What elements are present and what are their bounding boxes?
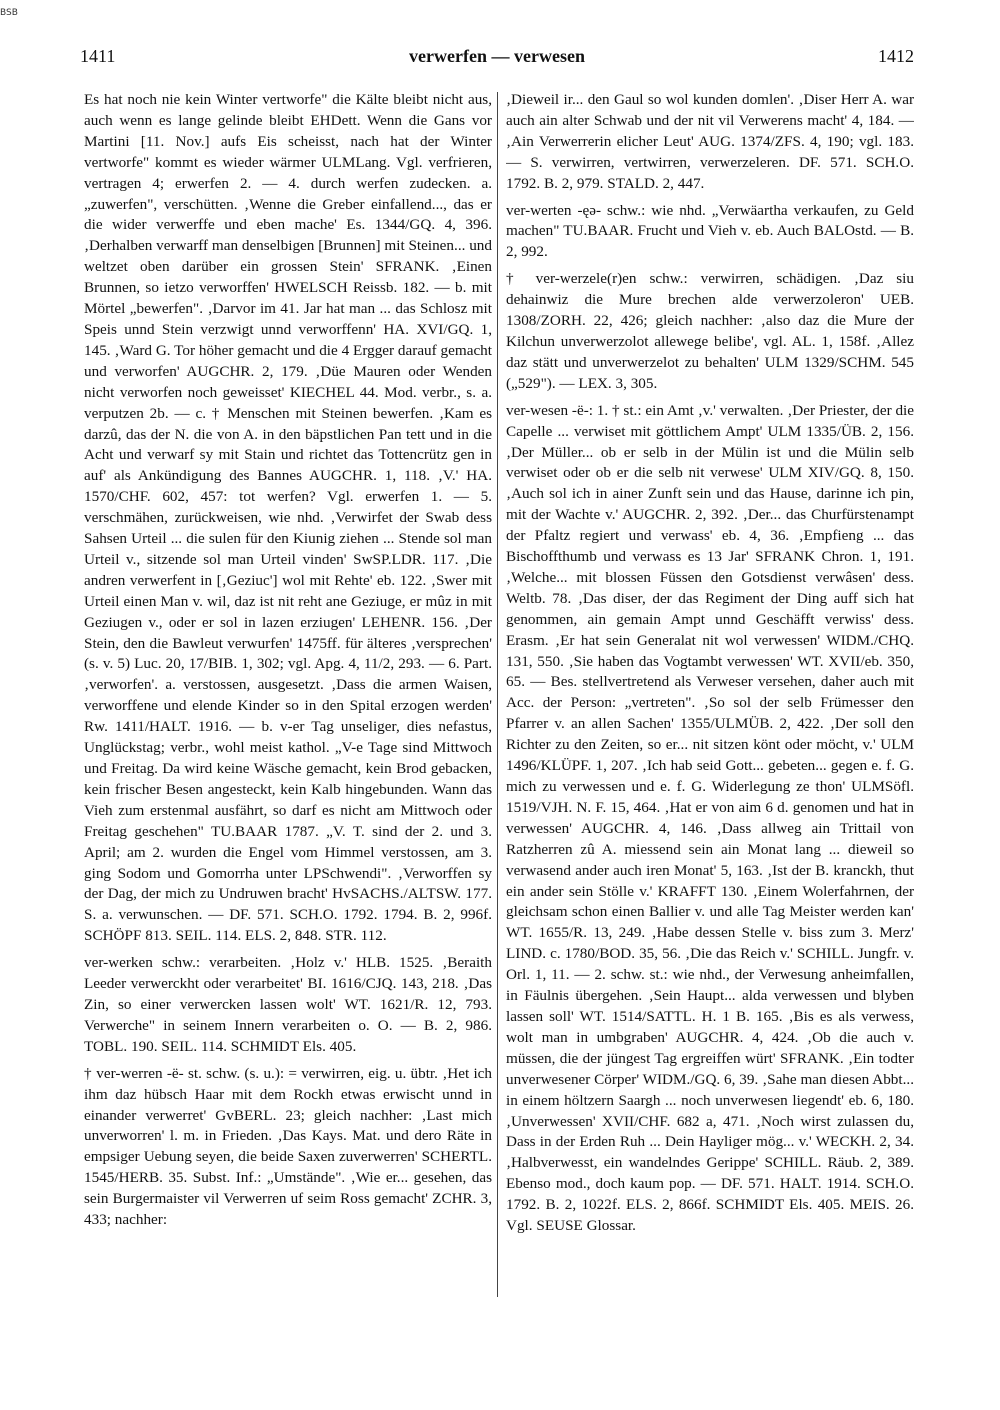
entry-ver-werten: ver-werten -ęə- schw.: wie nhd. „Verwäartha verkaufen, zu Geld machen" TU.BAAR. Frucht und Vieh v. eb. Auch BALOstd. — B. 2, 992. bbox=[506, 201, 914, 261]
page-number-left: 1411 bbox=[80, 46, 116, 66]
page-title: verwerfen — verwesen bbox=[409, 46, 585, 66]
column-divider bbox=[497, 92, 498, 1297]
entry-verwerfen-continued: Es hat noch nie kein Winter vertworfe" die Kälte bleibt nicht aus, auch wenn es lange gelinde bleibt EHDett. Wenn die Gans vor Martini [11. Nov.] aufs Eis scheisst, nach hat der Winter vertworfe" kommt es wieder wärmer ULMLang. Vgl. verfrieren, vertragen 4; erwerfen 2. — 4. durch werfen zudecken. a. „zuwerfen", verschütten. ‚Wenne die Greber einfallend..., das er die wider verwerffe und eben mache' Es. 1344/GQ. 4, 396. ‚Derhalben verwarff man denselbigen [Brunnen] mit Steinen... und weltzet oben darüber ein grossen Stein' SFRANK. ‚Einen Brunnen, so ietzo verworffen' HWELSCH Reissb. 182. — b. mit Mörtel „bewerfen". ‚Darvor im 41. Jar hat man ... das Schlosz mit Speis unnd Stein verzwigt unnd verworffenn' HA. XVI/GQ. 1, 145. ‚Ward G. Tor höher gemacht und die 4 Ergger darauf gemacht und verworfen' AUGCHR. 2, 179. ‚Düe Mauren oder Wenden nicht verworfen noch geweisset' KIECHEL 44. Mod. verbr., s. a. verputzen 2b. — c. † Menschen mit Steinen bewerfen. ‚Kam es darzû, das der N. die von A. in den bäpstlichen Pan tett und in die Acht und verwarf sy mit Stain und richtet das Tottencrütz gen in auf' als Ankündigung des Bannes AUGCHR. 1, 118. ‚V.' HA. 1570/CHF. 602, 457: tot werfen? Vgl. erwerfen 1. — 5. verschmähen, zurückweisen, wie nhd. ‚Verwirfet der Swab dess Sahsen Urteil ... die sulen für den Kiunig ziehen ... Stende sol man Urteil v., sitzende sol man Urteil vinden' SwSP.LDR. 117. ‚Die andren verwerfent in [‚Geziuc'] wol mit Rehte' eb. 122. ‚Swer mit Urteil einen Man v. wil, daz ist nit reht ane Geziuge, er mûz in mit Geziugen v., oder er sol in lazen erziugen' LEHENR. 156. ‚Der Stein, den die Bawleut verwurfen' 1475ff. für älteres ‚versprechen' (s. v. 5) Luc. 20, 17/BIB. 1, 302; vgl. Apg. 4, 11/2, 293. — 6. Part. ‚verworfen'. a. verstossen, ausgesetzt. ‚Dass die armen Waisen, verworffene und elende Kinder so in den Spital erzogen werden' Rw. 1411/HALT. 1916. — b. v-er Tag unseliger, dies nefastus, Unglückstag; verbr., wohl meist kathol. „V-e Tage sind Mittwoch und Freitag. Da wird keine Wäsche gemacht, kein Brod gebacken, kein frischer Besen angesteckt, kein Kalb hingebunden. Wann das Vieh zum erstenmal ausfährt, so darf es nicht am Mittwoch oder Freitag geschehen" TU.BAAR 1787. „V. T. sind der 2. und 3. April; am 2. wurden die Engel vom Himmel verstossen, am 3. ging Sodom und Gomorrha unter LPSchwendi". ‚Verworffen sy der Dag, der mich zu Undruwen bracht' HvSACHS./ALTSW. 177. S. a. verwunschen. — DF. 571. SCH.O. 1792. 1794. B. 2, 996f. SCHÖPF 813. SEIL. 114. ELS. 2, 848. STR. 112. bbox=[84, 91, 492, 945]
library-stamp: BSB bbox=[0, 8, 18, 18]
entry-ver-werren-continued: ‚Dieweil ir... den Gaul so wol kunden domlen'. ‚Diser Herr A. war auch ain alter Schwab und der nit vil Verwerens macht' 4, 184. — ‚Ain Verwerrerin elicher Leut' AUG. 1374/ZFS. 4, 190; vgl. 183. — S. verwirren, vertwirren, verwerzeleren. DF. 571. SCH.O. 1792. B. 2, 979. STALD. 2, 447. bbox=[506, 91, 914, 192]
entry-ver-werren: † ver-werren -ë- st. schw. (s. u.): = verwirren, eig. u. übtr. ‚Het ich ihm daz hübsch Haar mit dem Rockh etwas erwischt unnd in einander verwerret' GvBERL. 23; gleich nachher: ‚Last mich unverworren' l. m. in Frieden. ‚Das Kays. Mat. und dero Räte in empsiger Uebung seyen, die beide Saxen zuverwerren' SCHERTL. 1545/HERB. 35. Subst. Inf.: „Umstände". ‚Wie er... gesehen, das sein Burgermaister vil Verwerren uf seim Ross gemacht' ZCHR. 3, 433; nachher: bbox=[84, 1064, 492, 1229]
right-column bbox=[506, 90, 914, 1315]
left-column bbox=[84, 90, 492, 1315]
running-header bbox=[80, 46, 914, 74]
page-number-right: 1412 bbox=[878, 46, 914, 66]
entry-ver-wesen: ver-wesen -ë-: 1. † st.: ein Amt ‚v.' verwalten. ‚Der Priester, der die Capelle ... verwiset mit göttlichem Ampt' ULM 1335/ÜB. 2, 156. ‚Der Müller... ob er selb in der Mülin ist und die Mülin selb verwiset oder ob er die selb nit verwese' ULM XIV/GQ. 8, 150. ‚Auch sol ich in ainer Zunft sein und das Hause, darinne ich pin, mit der Wachte v.' AUGCHR. 2, 392. ‚Der... das Churfürstenampt der Pfaltz regiert und verwass' eb. 4, 36. ‚Empfieng ... das Bischoffthumb und verwass es 13 Jar' SFRANK Chron. 1, 191. ‚Welche... mit blossen Füssen den Gotsdienst verwâsen' dess. Weltb. 78. ‚Das diser, der das Regiment der Ding auff sich hat genommen, ain gemain Ampt unnd Geschäfft verwiss' dess. Erasm. ‚Er hat sein Generalat nit wol verwessen' WIDM./CHQ. 131, 550. ‚Sie haben das Vogtambt verwessen' WT. XVII/eb. 350, 65. — Bes. stellvertretend als Verweser versehen, daher auch mit Acc. der Person: „vertreten". ‚So sol der selb Frümesser den Pfarrer v. an allen Sachen' 1355/ULMÜB. 2, 422. ‚Der soll den Richter zu den Zeiten, so er... nit sitzen könt oder möcht, v.' ULM 1496/KLÜPF. 1, 207. ‚Ich hab seid Gott... gebeten... gegen e. f. G. mich zu verwessen und e. f. G. Widerlegung ze thon' ULMSöfl. 1519/VJH. N. F. 15, 464. ‚Hat er von aim 6 d. genomen und hat in verwessen' AUGCHR. 4, 146. ‚Dass allweg ain Trittail von Ratzherren zû A. miessend sein ain Monat lang ... dieweil so verwasend ander auch iren Monat' 5, 163. ‚Ist der B. kranckh, thut ein ander sein Stölle v.' KRAFFT 130. ‚Einem Wolerfahrnen, der gleichsam schon einen Ballier v. und alle Tag Meister werden kan' WT. 1655/R. 13, 249. ‚Habe dessen Stelle v. biss zum 3. Merz' LIND. c. 1780/BOD. 35, 56. ‚Die das Reich v.' SCHILL. Jungfr. v. Orl. 1, 11. — 2. schw. st.: wie nhd., der Verwesung anheimfallen, in Fäulnis übergehen. ‚Sein Haupt... alda verwessen und blyben lassen soll' WT. 1514/SATTL. H. 1 B. 165. ‚Bis es als verwess, wolt man in umbgraben' AUGCHR. 4, 424. ‚Ob die auch v. müssen, die der jüngest Tag ergreiffen würt' SFRANK. ‚Ein todter unverwesener Cörper' WIDM./GQ. 6, 39. ‚Sahe man diesen Abbt... in einem höltzern Saargh ... noch unverwesen liegendt' eb. 6, 180. ‚Unverwessen' XVII/CHF. 682 a, 471. ‚Noch wirst zulassen du, Dass in der Erden Ruh ... Dein Hayliger mög... v.' WECKH. 2, 34. ‚Halbverwesst, ein wandelndes Gerippe' SCHILL. Räub. 2, 389. Ebenso mod., doch kaum pop. — DF. 571. HALT. 1914. SCH.O. 1792. B. 2, 1022f. ELS. 2, 866f. SCHMIDT Els. 405. MEIS. 26. Vgl. SEUSE Glossar. bbox=[506, 401, 914, 1235]
entry-ver-werzeleren: † ver-werzele(r)en schw.: verwirren, schädigen. ‚Daz siu dehainwiz die Mure brechen alde verwerzoleron' UEB. 1308/ZORH. 22, 426; gleich nachher: ‚also daz die Mure der Kilchun unverwerzolot allewege belibe', vgl. AL. 1, 158f. ‚Allez daz stätt und unverwerzelot zu behalten' ULM 1329/SCHM. 545 („529"). — LEX. 3, 305. bbox=[506, 270, 914, 392]
entry-ver-werken: ver-werken schw.: verarbeiten. ‚Holz v.' HLB. 1525. ‚Beraith Leeder verwerckht oder verarbeitet' BI. 1616/CJQ. 143, 218. ‚Das Zin, so einer verwercken lassen wolt' WT. 1621/R. 12, 793. Verwerche" in seinem Innern verarbeiten o. O. — B. 2, 986. TOBL. 190. SEIL. 114. SCHMIDT Els. 405. bbox=[84, 954, 492, 1055]
